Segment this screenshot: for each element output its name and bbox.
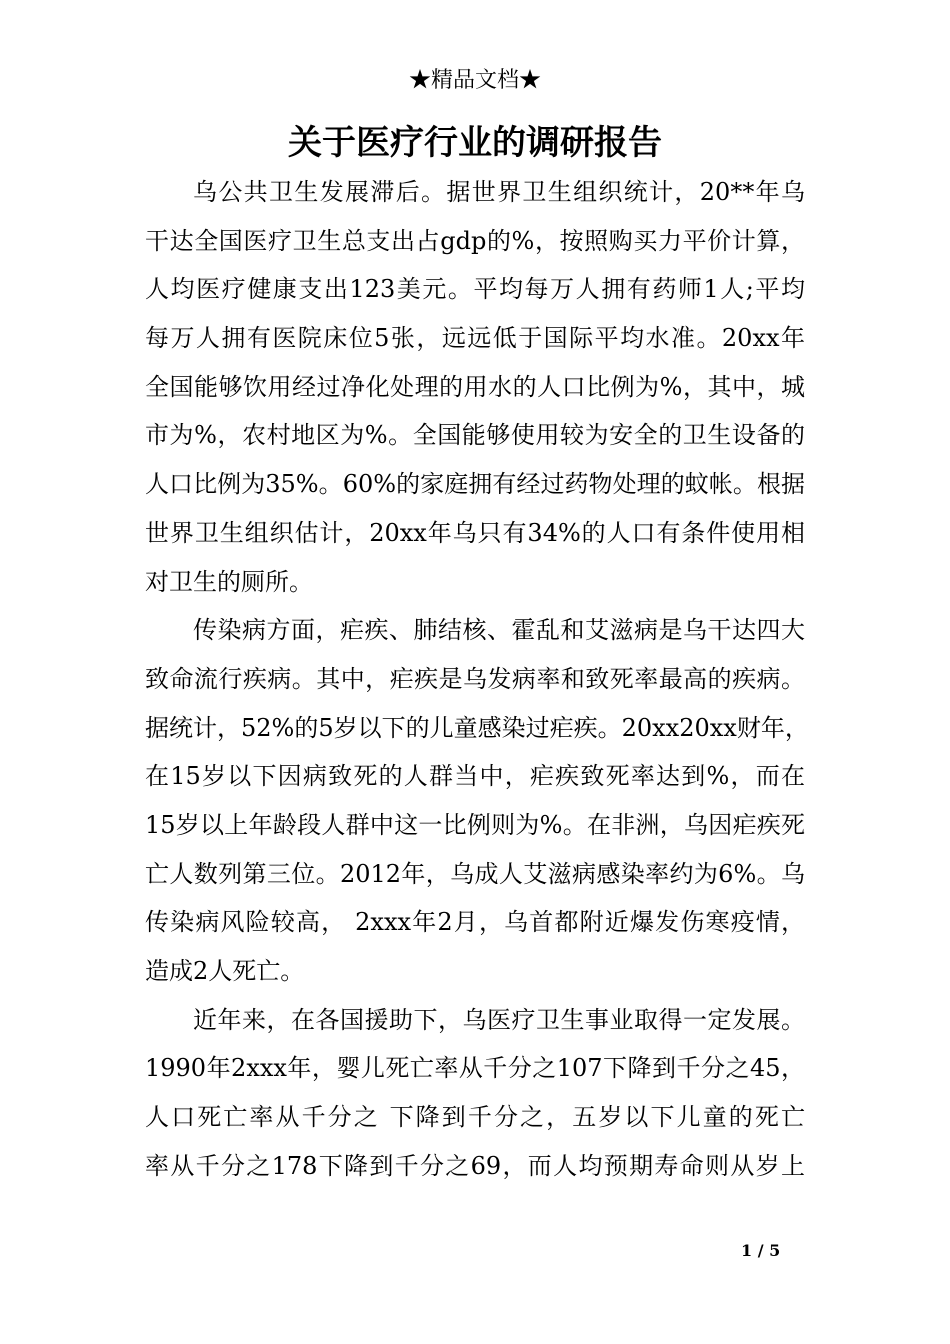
text-line: 乌公共卫生发展滞后。据世界卫生组织统计，20**年乌	[193, 178, 805, 206]
text-line: 率从千分之178下降到千分之69，而人均预期寿命则从岁上	[145, 1151, 805, 1180]
document-title: 关于医疗行业的调研报告	[288, 123, 662, 163]
text-line: 人均医疗健康支出123美元。平均每万人拥有药师1人;平均	[145, 275, 805, 304]
document-header: ★精品文档★	[408, 68, 541, 93]
text-line: 每万人拥有医院床位5张，远远低于国际平均水准。20xx年	[145, 324, 805, 353]
text-line: 造成2人死亡。	[145, 957, 305, 985]
text-line: 全国能够饮用经过净化处理的用水的人口比例为%，其中，城	[145, 372, 805, 401]
paragraph-1	[145, 168, 805, 606]
paragraph-3	[145, 996, 805, 1191]
text-line: 人口死亡率从千分之 下降到千分之，五岁以下儿童的死亡	[145, 1103, 805, 1132]
text-line: 致命流行疾病。其中，疟疾是乌发病率和致死率最高的疾病。	[145, 664, 805, 693]
paragraph-2	[145, 606, 809, 996]
text-line: 对卫生的厕所。	[145, 567, 313, 596]
text-line: 传染病方面，疟疾、肺结核、霍乱和艾滋病是乌干达四大	[193, 616, 805, 645]
text-line: 近年来，在各国援助下，乌医疗卫生事业取得一定发展。	[193, 1005, 805, 1034]
page-number: 1 / 5	[741, 1241, 781, 1260]
text-line: 世界卫生组织估计，20xx年乌只有34%的人口有条件使用相	[145, 518, 805, 547]
text-line: 市为%，农村地区为%。全国能够使用较为安全的卫生设备的	[145, 421, 805, 450]
text-line: 在15岁以下因病致死的人群当中，疟疾致死率达到%，而在	[145, 762, 805, 791]
text-line: 1990年2xxx年，婴儿死亡率从千分之107下降到千分之45，	[145, 1054, 805, 1083]
text-line: 干达全国医疗卫生总支出占gdp的%，按照购买力平价计算，	[145, 226, 805, 255]
text-line: 人口比例为35%。60%的家庭拥有经过药物处理的蚊帐。根据	[145, 470, 805, 499]
text-line: 15岁以上年龄段人群中这一比例则为%。在非洲，乌因疟疾死	[145, 810, 805, 839]
text-line: 传染病风险较高， 2xxx年2月，乌首都附近爆发伤寒疫情，	[145, 908, 805, 937]
text-line: 亡人数列第三位。2012年，乌成人艾滋病感染率约为6%。乌	[145, 859, 805, 888]
document-body	[145, 168, 809, 1190]
text-line: 据统计，52%的5岁以下的儿童感染过疟疾。20xx20xx财年，	[145, 713, 809, 742]
